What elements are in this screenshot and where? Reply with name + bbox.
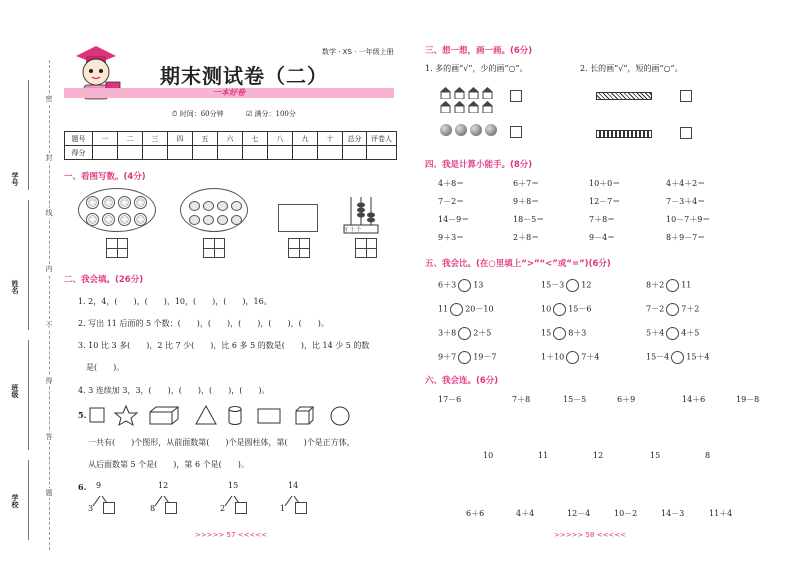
split-top-number: 12 bbox=[158, 481, 169, 490]
section-1-title: 一、看图写数。(4分) bbox=[64, 172, 146, 182]
section-2-title: 二、我会填。(26分) bbox=[64, 275, 144, 285]
flower-icon bbox=[134, 213, 147, 226]
apple-icon bbox=[217, 201, 228, 211]
split-lines bbox=[222, 491, 246, 501]
calc-problem: 2＋8＝ bbox=[513, 233, 540, 242]
apple-icon bbox=[189, 201, 200, 211]
calc-problem: 4＋4＋2＝ bbox=[666, 179, 706, 188]
check-icon: ☑ bbox=[246, 110, 253, 118]
binding-field-label: 学校 bbox=[11, 494, 20, 508]
score-table-header-cell: 一 bbox=[93, 132, 118, 146]
flower-icon bbox=[86, 196, 99, 209]
calc-problem: 10－7＋9＝ bbox=[666, 215, 711, 224]
score-input-cell[interactable] bbox=[243, 146, 268, 160]
binding-char: 不 bbox=[45, 321, 53, 329]
flower-icon bbox=[118, 196, 131, 209]
compare-item bbox=[646, 327, 699, 340]
question-2-6-num: 6. bbox=[78, 482, 87, 492]
split-answer-box[interactable] bbox=[165, 502, 177, 514]
split-left-number: 8 bbox=[150, 504, 156, 513]
score-table-header-cell: 评卷人 bbox=[367, 132, 397, 146]
question-2-3a: 3. 10 比 3 多( )，2 比 7 少( )，比 6 多 5 的数是( )，比 14 少 5 的数 bbox=[78, 341, 370, 350]
compare-answer-circle[interactable] bbox=[666, 279, 679, 292]
abacus-labels: 百 十 个 bbox=[343, 227, 362, 233]
question-2-4: 4. 3 连续加 3，3，( )，( )，( )，( )。 bbox=[78, 386, 270, 395]
ball-icon bbox=[440, 124, 452, 136]
score-input-cell[interactable] bbox=[168, 146, 193, 160]
score-input-cell[interactable] bbox=[293, 146, 318, 160]
compare-left: 3＋8 bbox=[438, 328, 457, 338]
split-top-number: 15 bbox=[228, 481, 239, 490]
compare-left: 7－2 bbox=[646, 304, 665, 314]
left-page-footer: >>>>> 57 <<<<< bbox=[195, 531, 268, 539]
calc-problem: 7－2＝ bbox=[438, 197, 465, 206]
score-input-cell[interactable] bbox=[268, 146, 293, 160]
compare-left: 15 bbox=[541, 328, 552, 338]
answer-box-bar-2[interactable] bbox=[680, 127, 692, 139]
question-3-2: 2. 长的画“√”，短的画“○”。 bbox=[580, 64, 683, 73]
connect-number: 11 bbox=[538, 451, 549, 460]
split-answer-box[interactable] bbox=[235, 502, 247, 514]
split-top-number: 14 bbox=[288, 481, 299, 490]
score-table-header-row bbox=[65, 132, 397, 146]
compare-right: 19－7 bbox=[473, 352, 497, 362]
calc-problem: 4＋8＝ bbox=[438, 179, 465, 188]
split-lines bbox=[282, 491, 306, 501]
connect-bottom-expr: 6＋6 bbox=[466, 509, 485, 518]
compare-item bbox=[646, 279, 691, 292]
score-input-cell[interactable] bbox=[143, 146, 168, 160]
section-5-title: 五、我会比。(在○里填上“>”“<”或“=”)(6分) bbox=[425, 259, 611, 269]
compare-right: 7＋2 bbox=[681, 304, 700, 314]
house-icon bbox=[482, 98, 493, 110]
score-table bbox=[64, 131, 397, 160]
connect-top-expr: 19－8 bbox=[736, 395, 760, 404]
score-input-cell[interactable] bbox=[318, 146, 343, 160]
compare-right: 7＋4 bbox=[581, 352, 600, 362]
compare-answer-circle[interactable] bbox=[553, 303, 566, 316]
answer-box-balls[interactable] bbox=[510, 126, 522, 138]
score-table-score-row bbox=[65, 146, 397, 160]
binding-field-label: 姓名 bbox=[11, 280, 20, 294]
flower-icon bbox=[134, 196, 147, 209]
empty-rectangle-frame bbox=[278, 204, 318, 232]
connect-top-expr: 17－6 bbox=[438, 395, 462, 404]
compare-left: 8＋2 bbox=[646, 280, 665, 290]
compare-answer-circle[interactable] bbox=[566, 351, 579, 364]
compare-answer-circle[interactable] bbox=[666, 327, 679, 340]
calc-problem: 18－5＝ bbox=[513, 215, 545, 224]
score-info bbox=[246, 109, 296, 119]
answer-grid-2[interactable] bbox=[203, 238, 225, 258]
section-4-title: 四、我是计算小能手。(8分) bbox=[425, 160, 533, 170]
connect-top-expr: 15－5 bbox=[563, 395, 587, 404]
apple-icon bbox=[203, 215, 214, 225]
house-icon bbox=[454, 98, 465, 110]
compare-right: 8＋3 bbox=[568, 328, 587, 338]
split-lines bbox=[90, 491, 114, 501]
compare-right: 11 bbox=[681, 280, 692, 290]
calc-problem: 9－4＝ bbox=[589, 233, 616, 242]
split-answer-box[interactable] bbox=[103, 502, 115, 514]
calc-problem: 9＋8＝ bbox=[513, 197, 540, 206]
split-lines bbox=[152, 491, 176, 501]
split-left-number: 2 bbox=[220, 504, 226, 513]
apple-icon bbox=[189, 215, 200, 225]
compare-item bbox=[541, 279, 591, 292]
binding-field-label: 班级 bbox=[11, 384, 20, 398]
score-input-cell[interactable] bbox=[218, 146, 243, 160]
house-icon bbox=[454, 84, 465, 96]
calc-problem: 6＋7＝ bbox=[513, 179, 540, 188]
split-top-number: 9 bbox=[96, 481, 102, 490]
connect-bottom-expr: 4＋4 bbox=[516, 509, 535, 518]
calc-problem: 12－7＝ bbox=[589, 197, 621, 206]
connect-bottom-expr: 12－4 bbox=[567, 509, 591, 518]
score-input-cell[interactable] bbox=[193, 146, 218, 160]
flower-icon bbox=[118, 213, 131, 226]
score-table-header-cell: 三 bbox=[143, 132, 168, 146]
compare-item bbox=[541, 303, 591, 316]
calc-problem: 14－9＝ bbox=[438, 215, 470, 224]
question-2-5-num: 5. bbox=[78, 410, 87, 420]
binding-char: 内 bbox=[45, 265, 53, 273]
answer-grid-4[interactable] bbox=[355, 238, 377, 258]
score-table-header-cell: 二 bbox=[118, 132, 143, 146]
compare-left: 10 bbox=[541, 304, 552, 314]
connect-number: 15 bbox=[650, 451, 661, 460]
binding-char: 密 bbox=[45, 95, 53, 103]
split-left-number: 1 bbox=[280, 504, 286, 513]
time-info bbox=[172, 109, 224, 119]
compare-left: 6＋3 bbox=[438, 280, 457, 290]
compare-left: 1＋10 bbox=[541, 352, 565, 362]
compare-right: 15＋4 bbox=[686, 352, 710, 362]
connect-bottom-expr: 11＋4 bbox=[709, 509, 733, 518]
binding-char: 封 bbox=[45, 154, 53, 162]
score-table-header-cell: 九 bbox=[293, 132, 318, 146]
compare-answer-circle[interactable] bbox=[458, 279, 471, 292]
short-bar bbox=[596, 130, 652, 138]
calc-problem: 7＋8＝ bbox=[589, 215, 616, 224]
connect-bottom-expr: 10－2 bbox=[614, 509, 638, 518]
compare-item bbox=[438, 327, 491, 340]
binding-dashed-line bbox=[49, 60, 50, 550]
ball-icon bbox=[470, 124, 482, 136]
house-icon bbox=[468, 84, 479, 96]
apple-icon bbox=[203, 201, 214, 211]
calc-problem: 8＋9－7＝ bbox=[666, 233, 706, 242]
score-input-cell[interactable] bbox=[93, 146, 118, 160]
score-input-cell[interactable] bbox=[367, 146, 397, 160]
calc-problem: 10＋0＝ bbox=[589, 179, 621, 188]
compare-left: 5＋4 bbox=[646, 328, 665, 338]
section-6-title: 六、我会连。(6分) bbox=[425, 376, 499, 386]
ball-icon bbox=[485, 124, 497, 136]
house-icon bbox=[468, 98, 479, 110]
compare-right: 2＋5 bbox=[473, 328, 492, 338]
flower-icon bbox=[86, 213, 99, 226]
shapes-row bbox=[88, 403, 358, 429]
flower-icon bbox=[102, 196, 115, 209]
score-table-header-cell: 十 bbox=[318, 132, 343, 146]
question-2-3b: 是( )。 bbox=[86, 363, 125, 372]
score-table-header-cell: 总分 bbox=[343, 132, 367, 146]
house-icon bbox=[440, 84, 451, 96]
connect-number: 10 bbox=[483, 451, 494, 460]
question-2-1: 1. 2，4，( )，( )，10，( )，( )，16。 bbox=[78, 297, 272, 306]
compare-item bbox=[541, 351, 599, 364]
apple-icon bbox=[231, 201, 242, 211]
answer-box-bar-1[interactable] bbox=[680, 90, 692, 102]
question-2-5a: 一共有( )个图形，从前面数第( )个是圆柱体，第( )个是正方体， bbox=[88, 438, 355, 447]
section-3-title: 三、想一想，画一画。(6分) bbox=[425, 46, 533, 56]
brand-label: 一本好卷 bbox=[213, 88, 245, 97]
time-label: 时间：60分钟 bbox=[179, 110, 224, 118]
compare-item bbox=[541, 327, 586, 340]
split-answer-box[interactable] bbox=[295, 502, 307, 514]
clock-icon: ⏱ bbox=[172, 110, 178, 118]
long-bar bbox=[596, 92, 652, 100]
house-icon bbox=[482, 84, 493, 96]
subject-label: 数学 · XS · 一年级上册 bbox=[322, 48, 394, 56]
connect-top-expr: 14＋6 bbox=[682, 395, 706, 404]
compare-answer-circle[interactable] bbox=[450, 303, 463, 316]
score-input-cell[interactable] bbox=[343, 146, 367, 160]
connect-top-expr: 6＋9 bbox=[617, 395, 636, 404]
score-table-header-cell: 题号 bbox=[65, 132, 93, 146]
score-table-header-cell: 八 bbox=[268, 132, 293, 146]
score-input-cell[interactable] bbox=[118, 146, 143, 160]
question-3-1: 1. 多的画“√”，少的画“○”。 bbox=[425, 64, 528, 73]
compare-item bbox=[438, 279, 483, 292]
calc-problem: 9＋3＝ bbox=[438, 233, 465, 242]
connect-number: 8 bbox=[705, 451, 711, 460]
score-table-header-cell: 四 bbox=[168, 132, 193, 146]
page-title: 期末测试卷（二） bbox=[160, 64, 328, 88]
score-table-header-cell: 五 bbox=[193, 132, 218, 146]
score-label: 满分：100分 bbox=[254, 110, 296, 118]
apple-icon bbox=[231, 215, 242, 225]
compare-left: 15－4 bbox=[646, 352, 670, 362]
compare-right: 20－10 bbox=[465, 304, 494, 314]
question-2-2: 2. 写出 11 后面的 5 个数：( )，( )，( )，( )，( )。 bbox=[78, 319, 329, 328]
compare-right: 15－6 bbox=[568, 304, 592, 314]
score-table-header-cell: 七 bbox=[243, 132, 268, 146]
compare-answer-circle[interactable] bbox=[458, 351, 471, 364]
compare-answer-circle[interactable] bbox=[458, 327, 471, 340]
compare-right: 4＋5 bbox=[681, 328, 700, 338]
compare-left: 9＋7 bbox=[438, 352, 457, 362]
answer-box-houses[interactable] bbox=[510, 90, 522, 102]
compare-answer-circle[interactable] bbox=[666, 303, 679, 316]
binding-char: 答 bbox=[45, 433, 53, 441]
compare-left: 15－3 bbox=[541, 280, 565, 290]
house-icon bbox=[440, 98, 451, 110]
connect-top-expr: 7＋8 bbox=[512, 395, 531, 404]
compare-answer-circle[interactable] bbox=[553, 327, 566, 340]
answer-grid-1[interactable] bbox=[106, 238, 128, 258]
ball-icon bbox=[455, 124, 467, 136]
binding-char: 线 bbox=[45, 209, 53, 217]
compare-left: 11 bbox=[438, 304, 449, 314]
compare-item bbox=[646, 303, 699, 316]
compare-item bbox=[438, 351, 496, 364]
compare-item bbox=[646, 351, 710, 364]
binding-field-label: 学号 bbox=[11, 172, 20, 186]
compare-right: 13 bbox=[473, 280, 484, 290]
score-table-header-cell: 六 bbox=[218, 132, 243, 146]
binding-char: 题 bbox=[45, 489, 53, 497]
connect-bottom-expr: 14－3 bbox=[661, 509, 685, 518]
apple-icon bbox=[217, 215, 228, 225]
connect-number: 12 bbox=[593, 451, 604, 460]
binding-char: 得 bbox=[45, 377, 53, 385]
score-table-label-cell: 得分 bbox=[65, 146, 93, 160]
split-left-number: 3 bbox=[88, 504, 94, 513]
compare-answer-circle[interactable] bbox=[671, 351, 684, 364]
answer-grid-3[interactable] bbox=[288, 238, 310, 258]
flower-icon bbox=[102, 213, 115, 226]
binding-fields bbox=[14, 80, 44, 540]
right-page-footer: >>>>> 58 <<<<< bbox=[554, 531, 627, 539]
calc-problem: 7－3＋4＝ bbox=[666, 197, 706, 206]
compare-item bbox=[438, 303, 494, 316]
compare-answer-circle[interactable] bbox=[566, 279, 579, 292]
compare-right: 12 bbox=[581, 280, 592, 290]
question-2-5b: 从后面数第 5 个是( )，第 6 个是( )。 bbox=[88, 460, 249, 469]
